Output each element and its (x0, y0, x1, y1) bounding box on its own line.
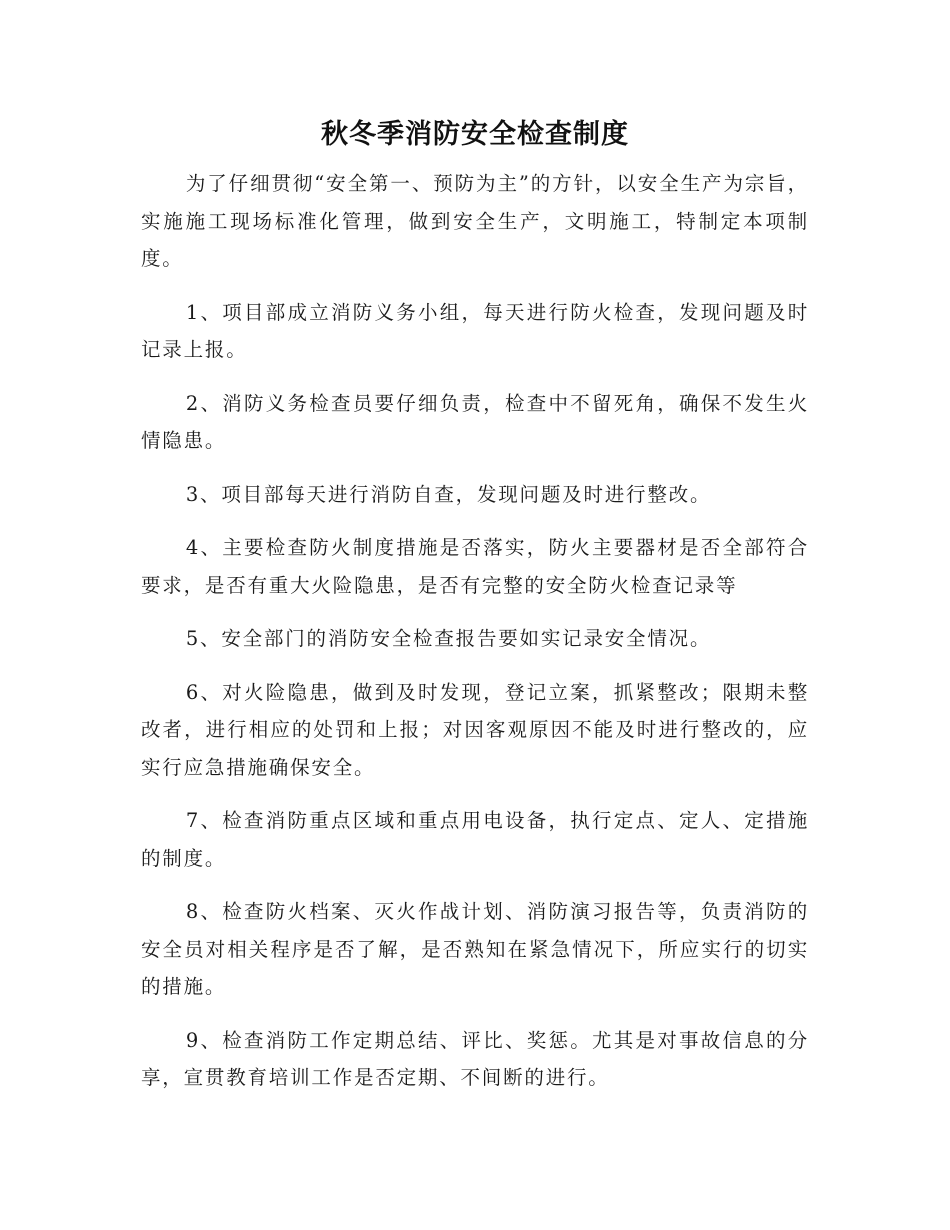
rule-paragraph-2: 2、消防义务检查员要仔细负责，检查中不留死角，确保不发生火情隐患。 (141, 391, 809, 452)
document-title: 秋冬季消防安全检查制度 (321, 119, 629, 150)
intro-paragraph: 为了仔细贯彻“安全第一、预防为主”的方针，以安全生产为宗旨，实施施工现场标准化管理，做到安全生产，文明施工，特制定本项制度。 (141, 172, 809, 270)
rule-paragraph-9: 9、检查消防工作定期总结、评比、奖惩。尤其是对事故信息的分享，宣贯教育培训工作是否定期、不间断的进行。 (141, 1028, 809, 1089)
rule-paragraph-4: 4、主要检查防火制度措施是否落实，防火主要器材是否全部符合要求，是否有重大火险隐患，是否有完整的安全防火检查记录等 (141, 536, 809, 597)
rule-paragraph-7: 7、检查消防重点区域和重点用电设备，执行定点、定人、定措施的制度。 (141, 809, 809, 870)
rule-paragraph-6: 6、对火险隐患，做到及时发现，登记立案，抓紧整改；限期未整改者，进行相应的处罚和上报；对因客观原因不能及时进行整改的，应实行应急措施确保安全。 (141, 680, 809, 779)
rule-paragraph-5: 5、安全部门的消防安全检查报告要如实记录安全情况。 (185, 627, 712, 650)
rule-paragraph-1: 1、项目部成立消防义务小组，每天进行防火检查，发现问题及时记录上报。 (141, 300, 809, 361)
rule-paragraph-3: 3、项目部每天进行消防自查，发现问题及时进行整改。 (185, 482, 712, 506)
rule-paragraph-8: 8、检查防火档案、灭火作战计划、消防演习报告等，负责消防的安全员对相关程序是否了解，是否熟知在紧急情况下，所应实行的切实的措施。 (141, 900, 809, 998)
document-body (141, 165, 809, 1113)
